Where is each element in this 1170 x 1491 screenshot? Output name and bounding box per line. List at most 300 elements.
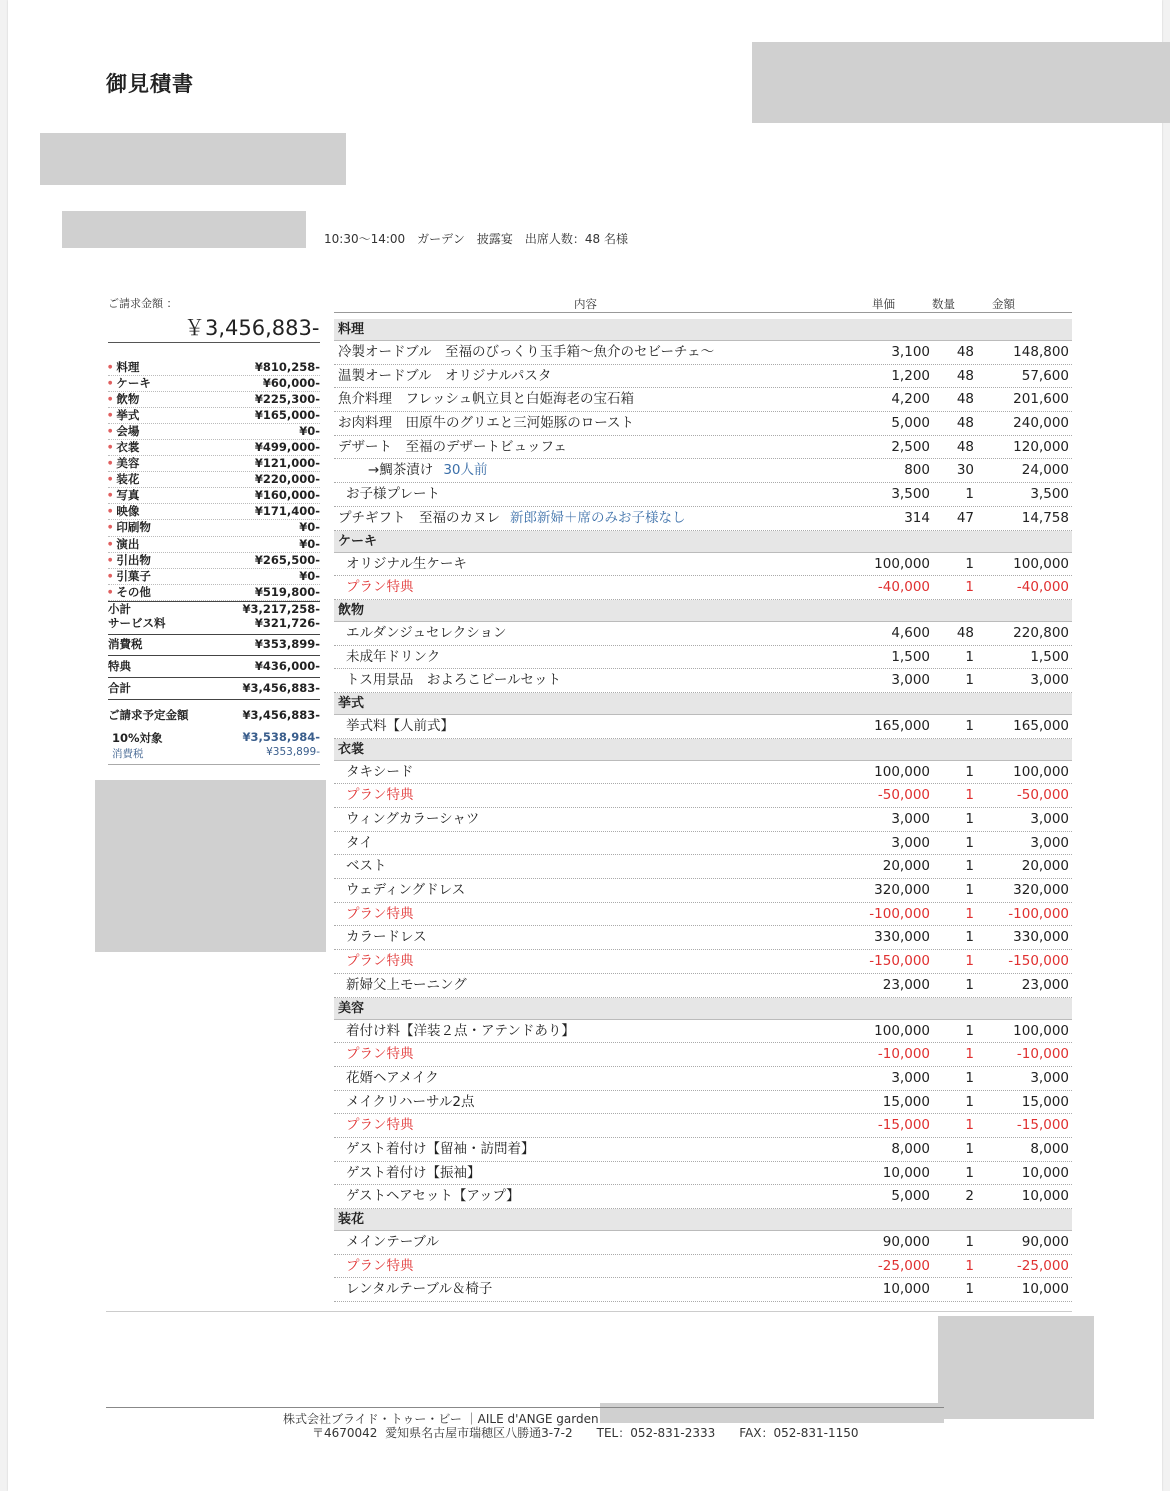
- item-text: 未成年ドリンク: [346, 648, 441, 665]
- item-text: デザート 至福のデザートビュッフェ: [338, 438, 567, 455]
- unit-price: 10,000: [882, 1281, 930, 1298]
- category-label: ● 引菓子: [108, 569, 151, 584]
- amount: 100,000: [1013, 555, 1069, 572]
- quantity: 2: [965, 1188, 974, 1205]
- category-value: ¥160,000-: [254, 488, 320, 503]
- item-text: 着付け料【洋装２点・アテンドあり】: [346, 1022, 575, 1039]
- quantity: 1: [965, 579, 974, 596]
- category-label: ● ケーキ: [108, 376, 151, 391]
- quantity: 48: [956, 438, 974, 455]
- table-row: [334, 576, 1072, 600]
- table-row: [334, 412, 1072, 436]
- redacted-block-left: [95, 780, 326, 952]
- table-row: [334, 715, 1072, 739]
- subtotal-row: [108, 602, 320, 616]
- redacted-block-customer: [40, 133, 346, 185]
- subtotal-label: 小計: [108, 601, 131, 616]
- benefit-label: 特典: [108, 658, 131, 673]
- tax-row: [108, 635, 320, 651]
- divider: [108, 342, 320, 343]
- unit-price: 4,200: [891, 391, 930, 408]
- item-text: お肉料理 田原牛のグリエと三河姫豚のロースト: [338, 415, 635, 432]
- item-text: 花婿ヘアメイク: [346, 1069, 439, 1086]
- event-info: 10:30〜14:00 ガーデン 披露宴 出席人数：48 名様: [324, 232, 629, 246]
- target-label: 10%対象: [112, 731, 163, 745]
- header-unit: 単価: [872, 297, 895, 311]
- amount: 14,758: [1021, 509, 1069, 526]
- table-row: [334, 832, 1072, 856]
- category-value: ¥165,000-: [254, 408, 320, 423]
- item-text: プラン特典: [346, 953, 414, 970]
- quantity: 1: [965, 1093, 974, 1110]
- amount: 10,000: [1021, 1281, 1069, 1298]
- item-description: [346, 879, 465, 901]
- table-row: [334, 1091, 1072, 1115]
- unit-price: 20,000: [882, 858, 930, 875]
- category-label: ● 衣裳: [108, 440, 139, 455]
- quantity: 1: [965, 882, 974, 899]
- item-text: プラン特典: [346, 905, 414, 922]
- item-text: ゲスト着付け【留袖・訪問着】: [346, 1140, 535, 1157]
- unit-price: 10,000: [882, 1164, 930, 1181]
- tax-value: ¥353,899-: [254, 636, 320, 651]
- amount: 100,000: [1013, 763, 1069, 780]
- item-description: [338, 507, 686, 529]
- item-text: プラン特典: [346, 1117, 414, 1134]
- unit-price: 320,000: [874, 882, 930, 899]
- table-row: [334, 622, 1072, 646]
- target-tax-label: 消費税: [112, 748, 144, 760]
- summary-category-row: [108, 408, 320, 424]
- table-row: [334, 903, 1072, 927]
- unit-price: -40,000: [877, 579, 930, 596]
- quantity: 1: [965, 1069, 974, 1086]
- divider: [108, 764, 320, 765]
- item-text: ウィングカラーシャツ: [346, 811, 480, 827]
- quantity: 1: [965, 858, 974, 875]
- unit-price: -50,000: [877, 787, 930, 804]
- summary-category-row: [108, 520, 320, 536]
- item-description: [346, 808, 479, 830]
- item-text: ゲスト着付け【振袖】: [346, 1164, 481, 1181]
- planned-value: ¥3,456,883-: [242, 707, 320, 722]
- quantity: 48: [956, 367, 974, 384]
- quantity: 1: [965, 811, 974, 827]
- divider: [106, 1311, 1072, 1312]
- item-description: [346, 1020, 575, 1042]
- table-header: [334, 290, 1072, 313]
- request-amount: ￥3,456,883-: [184, 316, 320, 340]
- item-text: 冷製オードブル 至福のびっくり玉手箱〜魚介のセビーチェ〜: [338, 344, 715, 360]
- summary-category-row: [108, 488, 320, 504]
- category-label: ● 会場: [108, 424, 139, 439]
- item-text: →鯛茶漬け: [368, 462, 434, 479]
- item-text: エルダンジュセレクション: [346, 624, 507, 641]
- section-header: ケーキ: [334, 531, 1072, 553]
- table-row: [334, 926, 1072, 950]
- category-label: ● 飲物: [108, 392, 139, 407]
- category-value: ¥0-: [299, 536, 320, 551]
- item-description: [346, 855, 387, 877]
- header-qty: 数量: [932, 297, 955, 311]
- item-text: ベスト: [346, 858, 387, 875]
- item-note: 新郎新婦＋席のみお子様なし: [510, 509, 686, 526]
- total-label: 合計: [108, 680, 131, 695]
- amount: 8,000: [1030, 1140, 1069, 1157]
- quantity: 1: [965, 1234, 974, 1250]
- category-label: ● 映像: [108, 504, 139, 519]
- unit-price: 1,500: [891, 648, 930, 665]
- amount: 201,600: [1013, 391, 1069, 408]
- item-description: [338, 436, 567, 458]
- document-title: 御見積書: [106, 72, 194, 96]
- category-value: ¥0-: [299, 568, 320, 583]
- table-row: [334, 669, 1072, 693]
- category-value: ¥499,000-: [254, 440, 320, 455]
- table-row: [334, 365, 1072, 389]
- table-row: [334, 507, 1072, 531]
- quantity: 1: [965, 1046, 974, 1063]
- amount: 3,000: [1030, 672, 1069, 689]
- unit-price: 15,000: [882, 1093, 930, 1110]
- table-row: [334, 1020, 1072, 1044]
- item-text: ゲストヘアセット【アップ】: [346, 1188, 520, 1205]
- item-description: [346, 576, 414, 598]
- subtotal-value: ¥3,217,258-: [242, 601, 320, 616]
- quantity: 1: [965, 763, 974, 780]
- section-header: 挙式: [334, 693, 1072, 715]
- amount: 3,500: [1030, 486, 1069, 503]
- item-description: [338, 341, 714, 363]
- table-row: [334, 1067, 1072, 1091]
- table-row: [334, 1278, 1072, 1302]
- category-label: ● その他: [108, 585, 151, 600]
- redacted-block-stamp: [938, 1316, 1094, 1419]
- amount: 10,000: [1021, 1188, 1069, 1205]
- category-value: ¥0-: [299, 520, 320, 535]
- category-value: ¥265,500-: [254, 552, 320, 567]
- table-row: [334, 1114, 1072, 1138]
- table-row: [334, 950, 1072, 974]
- item-description: [346, 926, 427, 948]
- item-text: ウェディングドレス: [346, 882, 466, 899]
- item-text: メインテーブル: [346, 1234, 440, 1250]
- item-description: [338, 412, 634, 434]
- item-text: プラン特典: [346, 1046, 414, 1063]
- amount: 1,500: [1030, 648, 1069, 665]
- amount: 15,000: [1021, 1093, 1069, 1110]
- summary-category-row: [108, 537, 320, 553]
- service-value: ¥321,726-: [254, 615, 320, 630]
- item-description: [346, 1162, 480, 1184]
- table-body: [334, 319, 1072, 1302]
- summary-category-row: [108, 440, 320, 456]
- summary-category-row: [108, 553, 320, 569]
- unit-price: 3,500: [891, 486, 930, 503]
- quantity: 1: [965, 1281, 974, 1298]
- table-row: [334, 1162, 1072, 1186]
- summary-category-row: [108, 504, 320, 520]
- quantity: 1: [965, 672, 974, 689]
- amount: 165,000: [1013, 717, 1069, 734]
- section-header: 料理: [334, 319, 1072, 341]
- table-row: [334, 1185, 1072, 1209]
- estimate-page: [8, 0, 1162, 1491]
- quantity: 1: [965, 834, 974, 851]
- section-header: 衣裳: [334, 739, 1072, 761]
- amount: 320,000: [1013, 882, 1069, 899]
- item-description: [346, 715, 454, 737]
- category-label: ● 印刷物: [108, 520, 151, 535]
- table-row: [334, 1255, 1072, 1279]
- quantity: 48: [956, 344, 974, 360]
- total-value: ¥3,456,883-: [242, 680, 320, 695]
- table-row: [334, 808, 1072, 832]
- unit-price: 3,000: [891, 672, 930, 689]
- item-description: [346, 1067, 439, 1089]
- amount: -15,000: [1016, 1117, 1069, 1134]
- category-label: ● 演出: [108, 537, 139, 552]
- amount: -10,000: [1016, 1046, 1069, 1063]
- category-label: ● 料理: [108, 360, 139, 375]
- unit-price: 330,000: [874, 929, 930, 946]
- amount: 220,800: [1013, 624, 1069, 641]
- table-row: [334, 459, 1072, 483]
- item-description: [346, 483, 440, 505]
- quantity: 48: [956, 415, 974, 432]
- item-text: トス用景品 およろこビールセット: [346, 672, 562, 689]
- section-header: 装花: [334, 1209, 1072, 1231]
- summary-category-row: [108, 472, 320, 488]
- quantity: 1: [965, 1257, 974, 1274]
- item-description: [346, 784, 414, 806]
- amount: 10,000: [1021, 1164, 1069, 1181]
- item-description: [346, 669, 561, 691]
- amount: 23,000: [1021, 976, 1069, 993]
- category-value: ¥171,400-: [254, 504, 320, 519]
- unit-price: -100,000: [869, 905, 930, 922]
- item-description: [346, 1278, 492, 1300]
- unit-price: 100,000: [874, 555, 930, 572]
- quantity: 1: [965, 929, 974, 946]
- unit-price: -25,000: [877, 1257, 930, 1274]
- amount: -50,000: [1016, 787, 1069, 804]
- unit-price: 4,600: [891, 624, 930, 641]
- item-description: [346, 1138, 534, 1160]
- amount: 20,000: [1021, 858, 1069, 875]
- planned-label: ご請求予定金額: [108, 707, 189, 722]
- header-content: 内容: [574, 297, 597, 311]
- benefit-value: ¥436,000-: [254, 658, 320, 673]
- table-row: [334, 1231, 1072, 1255]
- amount: -40,000: [1016, 579, 1069, 596]
- category-value: ¥0-: [299, 424, 320, 439]
- quantity: 1: [965, 486, 974, 503]
- summary-category-row: [108, 424, 320, 440]
- table-row: [334, 483, 1072, 507]
- quantity: 30: [956, 462, 974, 479]
- quantity: 1: [965, 905, 974, 922]
- item-description: [346, 832, 373, 854]
- item-description: [346, 1114, 414, 1136]
- item-text: 新婦父上モーニング: [346, 976, 467, 993]
- item-text: 挙式料【人前式】: [346, 717, 454, 734]
- quantity: 1: [965, 648, 974, 665]
- quantity: 1: [965, 1117, 974, 1134]
- unit-price: -150,000: [869, 953, 930, 970]
- planned-row: [108, 700, 320, 722]
- summary-category-row: [108, 569, 320, 585]
- item-note: 30人前: [443, 462, 488, 479]
- table-row: [334, 388, 1072, 412]
- service-row: [108, 616, 320, 630]
- table-row: [334, 879, 1072, 903]
- unit-price: -10,000: [877, 1046, 930, 1063]
- table-row: [334, 784, 1072, 808]
- summary-list: [108, 360, 320, 722]
- quantity: 48: [956, 391, 974, 408]
- item-description: [338, 365, 551, 387]
- unit-price: 3,000: [891, 834, 930, 851]
- item-description: [346, 1043, 414, 1065]
- category-label: ● 挙式: [108, 408, 139, 423]
- summary-category-row: [108, 392, 320, 408]
- category-label: ● 美容: [108, 456, 139, 471]
- header-amount: 金額: [992, 297, 1015, 311]
- table-row: [334, 646, 1072, 670]
- divider: [106, 1407, 944, 1408]
- category-value: ¥121,000-: [254, 456, 320, 471]
- item-description: [346, 950, 414, 972]
- item-description: [368, 459, 488, 481]
- table-row: [334, 1043, 1072, 1067]
- summary-category-row: [108, 585, 320, 601]
- item-description: [338, 388, 634, 410]
- unit-price: 5,000: [891, 1188, 930, 1205]
- quantity: 1: [965, 953, 974, 970]
- table-row: [334, 855, 1072, 879]
- item-text: お子様プレート: [346, 486, 440, 503]
- item-description: [346, 1185, 520, 1207]
- unit-price: 3,000: [891, 811, 930, 827]
- unit-price: 8,000: [891, 1140, 930, 1157]
- amount: 100,000: [1013, 1022, 1069, 1039]
- category-label: ● 引出物: [108, 553, 151, 568]
- quantity: 1: [965, 1022, 974, 1039]
- target-value: ¥3,538,984-: [242, 730, 320, 744]
- item-description: [346, 553, 467, 575]
- unit-price: 23,000: [882, 976, 930, 993]
- amount: 3,000: [1030, 811, 1069, 827]
- item-description: [346, 622, 506, 644]
- quantity: 1: [965, 555, 974, 572]
- item-text: プチギフト 至福のカヌレ: [338, 509, 500, 526]
- quantity: 1: [965, 787, 974, 804]
- unit-price: -15,000: [877, 1117, 930, 1134]
- target-tax-row: [108, 746, 320, 761]
- request-amount-label: ご請求金額 ：: [108, 297, 178, 310]
- table-row: [334, 761, 1072, 785]
- quantity: 48: [956, 624, 974, 641]
- table-row: [334, 341, 1072, 365]
- section-header: 美容: [334, 998, 1072, 1020]
- amount: -100,000: [1008, 905, 1069, 922]
- category-value: ¥519,800-: [254, 584, 320, 599]
- item-description: [346, 1255, 414, 1277]
- footer-company: 株式会社ブライド・トゥー・ビー ｜AILE d'ANGE garden: [283, 1412, 599, 1426]
- estimate-table: [334, 290, 1072, 1302]
- category-value: ¥220,000-: [254, 472, 320, 487]
- item-description: [346, 1091, 474, 1113]
- service-label: サービス料: [108, 615, 166, 630]
- amount: 3,000: [1030, 834, 1069, 851]
- amount: 57,600: [1021, 367, 1069, 384]
- table-row: [334, 436, 1072, 460]
- amount: 24,000: [1021, 462, 1069, 479]
- item-description: [346, 903, 414, 925]
- item-text: プラン特典: [346, 1257, 414, 1274]
- unit-price: 5,000: [891, 415, 930, 432]
- item-description: [346, 761, 413, 783]
- unit-price: 2,500: [891, 438, 930, 455]
- amount: 120,000: [1013, 438, 1069, 455]
- quantity: 1: [965, 1140, 974, 1157]
- tax-label: 消費税: [108, 636, 143, 651]
- item-text: 温製オードブル オリジナルパスタ: [338, 367, 552, 384]
- category-value: ¥810,258-: [254, 360, 320, 374]
- tax-target-box: [108, 726, 320, 765]
- item-text: プラン特典: [346, 579, 414, 596]
- unit-price: 165,000: [874, 717, 930, 734]
- table-row: [334, 974, 1072, 998]
- category-label: ● 装花: [108, 472, 139, 487]
- item-description: [346, 974, 467, 996]
- redacted-block-top-right: [752, 42, 1170, 123]
- table-row: [334, 1138, 1072, 1162]
- category-value: ¥60,000-: [262, 376, 320, 391]
- target-row: [108, 730, 320, 746]
- redacted-block-footer: [600, 1403, 944, 1423]
- summary-category-row: [108, 376, 320, 392]
- amount: 330,000: [1013, 929, 1069, 946]
- total-row: [108, 678, 320, 695]
- quantity: 47: [956, 509, 974, 526]
- amount: -25,000: [1016, 1257, 1069, 1274]
- quantity: 1: [965, 976, 974, 993]
- amount: 240,000: [1013, 415, 1069, 432]
- item-text: メイクリハーサル2点: [346, 1093, 475, 1110]
- benefit-row: [108, 656, 320, 673]
- item-text: プラン特典: [346, 787, 414, 804]
- item-description: [346, 1231, 439, 1253]
- unit-price: 314: [904, 509, 930, 526]
- unit-price: 3,100: [891, 344, 930, 360]
- amount: -150,000: [1008, 953, 1069, 970]
- unit-price: 800: [904, 462, 930, 479]
- table-row: [334, 553, 1072, 577]
- item-text: レンタルテーブル＆椅子: [346, 1281, 493, 1298]
- summary-category-row: [108, 360, 320, 376]
- summary-category-row: [108, 456, 320, 472]
- item-text: オリジナル生ケーキ: [346, 555, 467, 572]
- redacted-block-date: [62, 211, 306, 248]
- category-value: ¥225,300-: [254, 392, 320, 407]
- unit-price: 90,000: [882, 1234, 930, 1250]
- amount: 148,800: [1013, 344, 1069, 360]
- item-text: 魚介料理 フレッシュ帆立貝と白姫海老の宝石箱: [338, 391, 635, 408]
- unit-price: 1,200: [891, 367, 930, 384]
- category-list: [108, 360, 320, 601]
